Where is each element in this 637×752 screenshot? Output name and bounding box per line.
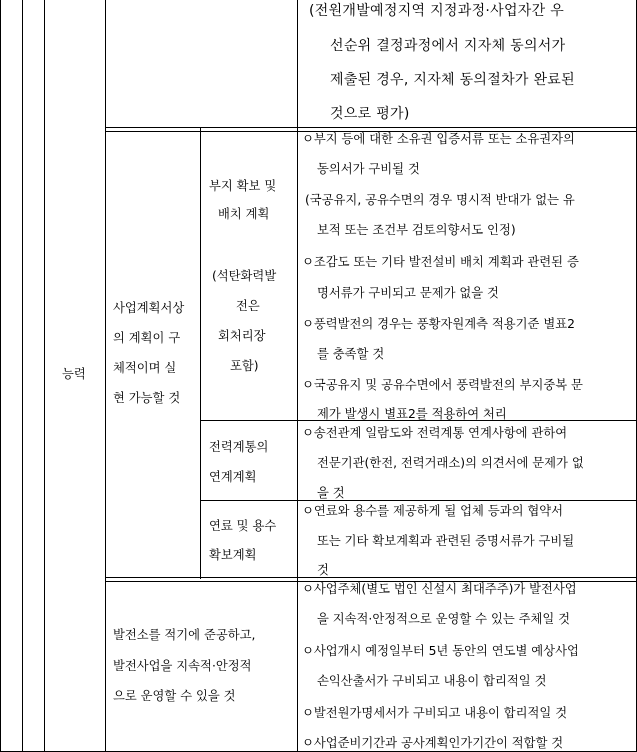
item-name-line: 배치 계획 [218, 207, 270, 221]
detail-line: 또는 기타 확보계획과 관련된 증명서류가 구비될 [317, 534, 575, 548]
detail-line: ㅇ국공유지 및 공유수면에서 풍력발전의 부지중복 문 [302, 378, 583, 392]
detail-line: 를 충족할 것 [317, 347, 385, 361]
detail-line: ㅇ사업개시 예정일부터 5년 동안의 연도별 예상사업 [302, 644, 579, 658]
detail-line: 손익산출서가 구비되고 내용이 합리적일 것 [317, 674, 547, 688]
detail-line: ㅇ부지 등에 대한 소유권 입증서류 또는 소유권자의 [302, 132, 575, 146]
criterion-line: 체적이며 실 [113, 361, 177, 375]
note-line: (전원개발예정지역 지정과정·사업자간 우 [309, 3, 565, 19]
item-name-line: 연료 및 용수 [209, 519, 277, 533]
detail-line: ㅇ발전원가명세서가 구비되고 내용이 합리적일 것 [302, 706, 568, 720]
item-name-line: 전은 [236, 299, 260, 313]
item-name-line: (석탄화력발 [212, 269, 277, 283]
column-divider [200, 128, 201, 579]
criterion-line: 의 계획이 구 [113, 331, 181, 345]
detail-line: 명서류가 구비되고 문제가 없을 것 [317, 286, 499, 300]
item-name-line: 부지 확보 및 [209, 179, 277, 193]
note-line: 선순위 결정과정에서 지자체 동의서가 [330, 38, 566, 54]
detail-line: (국공유지, 공유수면의 경우 명시적 반대가 없는 유 [305, 193, 575, 207]
table-border-left [0, 0, 1, 752]
item-name-line: 연계계획 [209, 470, 257, 484]
item-name-line: 전력계통의 [209, 440, 269, 454]
note-line: 것으로 평가) [330, 106, 410, 122]
column-divider [105, 0, 106, 752]
detail-line: 전문기관(한전, 전력거래소)의 의견서에 문제가 없 [317, 456, 584, 470]
criterion-line: 발전사업을 지속적·안정적 [113, 659, 252, 673]
detail-line: ㅇ연료와 용수를 제공하게 될 업체 등과의 협약서 [302, 504, 564, 518]
detail-line: ㅇ조감도 또는 기타 발전설비 배치 계획과 관련된 증 [302, 255, 579, 269]
item-name-line: 확보계획 [209, 548, 257, 562]
note-line: 제출된 경우, 지자체 동의절차가 완료된 [330, 72, 575, 88]
criterion-line: 사업계획서상 [113, 301, 185, 315]
criterion-line: 현 가능할 것 [113, 391, 181, 405]
detail-line: 보적 또는 조건부 검토의향서도 인정) [317, 223, 516, 237]
column-divider [297, 0, 298, 752]
column-divider [22, 0, 23, 752]
section-label: 능력 [62, 367, 86, 381]
detail-line: 것 [317, 563, 329, 577]
detail-line: 제가 발생시 별표2를 적용하여 처리 [317, 407, 507, 421]
criterion-line: 으로 운영할 수 있을 것 [113, 689, 236, 703]
column-divider [44, 0, 45, 752]
criterion-line: 발전소를 적기에 준공하고, [113, 628, 256, 642]
row-divider [200, 500, 637, 501]
detail-line: 을 지속적·안정적으로 운영할 수 있는 주체일 것 [317, 612, 571, 626]
detail-line: ㅇ풍력발전의 경우는 풍황자원계측 적용기준 별표2 [302, 317, 575, 331]
detail-line: ㅇ사업주체(별도 법인 신설시 최대주주)가 발전사업 [302, 582, 577, 596]
item-name-line: 포함) [230, 359, 259, 373]
detail-line: ㅇ사업준비기간과 공사계획인가기간이 적합할 것 [302, 736, 564, 750]
item-name-line: 회처리장 [218, 329, 266, 343]
detail-line: 동의서가 구비될 것 [317, 162, 420, 176]
detail-line: ㅇ송전관계 일람도와 전력계통 연계사항에 관하여 [302, 426, 568, 440]
detail-line: 을 것 [317, 486, 345, 500]
